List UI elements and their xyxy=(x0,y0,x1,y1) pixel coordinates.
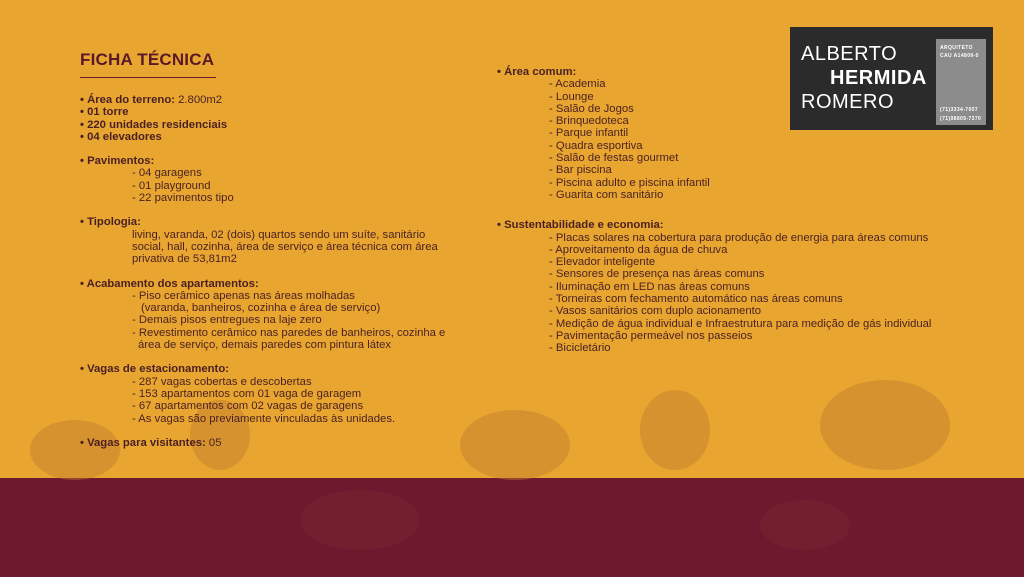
bottom-band xyxy=(0,478,1024,577)
list-item: - Demais pisos entregues na laje zero xyxy=(132,314,322,327)
list-item: - 153 apartamentos com 01 vaga de garagem xyxy=(132,387,362,400)
list-item: - 287 vagas cobertas e descobertas xyxy=(132,375,312,388)
visitantes-label: • Vagas para visitantes: xyxy=(80,436,206,449)
list-item: - 67 apartamentos com 02 vagas de garagens xyxy=(132,400,364,413)
paint-splash xyxy=(820,380,950,470)
list-item: - Academia xyxy=(549,78,606,91)
list-item: - Quadra esportiva xyxy=(549,139,643,152)
tipologia-text: privativa de 53,81m2 xyxy=(132,253,237,266)
list-item: - Parque infantil xyxy=(549,127,629,140)
list-item: - Brinquedoteca xyxy=(549,115,629,128)
tipologia-text: social, hall, cozinha, área de serviço e área técnica com área xyxy=(132,240,438,253)
list-item: - Bicicletário xyxy=(549,342,611,355)
logo-phone-1: (71)3334-7007 xyxy=(940,107,979,113)
list-item: - Iluminação em LED nas áreas comuns xyxy=(549,280,750,293)
list-item: - Sensores de presença nas áreas comuns xyxy=(549,268,765,281)
paint-splash xyxy=(760,500,850,550)
left-column xyxy=(80,94,445,449)
list-item: área de serviço, demais paredes com pintura látex xyxy=(138,339,392,352)
logo-line-1: ALBERTO xyxy=(801,43,898,65)
unidades-item: • 220 unidades residenciais xyxy=(80,118,228,131)
paint-splash xyxy=(460,410,570,480)
paint-splash xyxy=(640,390,710,470)
list-item: - As vagas são previamente vinculadas às unidades. xyxy=(132,412,396,425)
logo-line-3: ROMERO xyxy=(801,91,894,113)
terreno-value: 2.800m2 xyxy=(174,94,223,106)
page-title: FICHA TÉCNICA xyxy=(80,50,215,69)
list-item: - Salão de Jogos xyxy=(549,102,634,115)
list-item: - Lounge xyxy=(549,90,594,103)
title-divider xyxy=(80,77,216,78)
acabamento-label: • Acabamento dos apartamentos: xyxy=(80,277,259,290)
paint-splash xyxy=(300,490,420,550)
logo-phone-2: (71)98805-7370 xyxy=(940,116,982,122)
list-item: (varanda, banheiros, cozinha e área de serviço) xyxy=(141,302,381,315)
sustentabilidade-label: • Sustentabilidade e economia: xyxy=(497,219,664,232)
list-item: - 01 playground xyxy=(132,179,211,192)
list-item: - Revestimento cerâmico nas paredes de banheiros, cozinha e xyxy=(132,326,446,339)
tipologia-label: • Tipologia: xyxy=(80,216,141,229)
vagas-label: • Vagas de estacionamento: xyxy=(80,363,229,376)
list-item: - 22 pavimentos tipo xyxy=(132,192,234,205)
pavimentos-label: • Pavimentos: xyxy=(80,155,155,168)
list-item: - Medição de água individual e Infraestrutura para medição de gás individual xyxy=(549,317,932,330)
logo-line-2: HERMIDA xyxy=(830,67,927,89)
list-item: - Torneiras com fechamento automático nas áreas comuns xyxy=(549,293,843,306)
torre-item: • 01 torre xyxy=(80,106,129,119)
terreno-label: • Área do terreno: xyxy=(80,94,175,106)
list-item: - Vasos sanitários com duplo acionamento xyxy=(549,305,762,318)
list-item: - Aproveitamento da água de chuva xyxy=(549,243,728,256)
list-item: - Placas solares na cobertura para produção de energia para áreas comuns xyxy=(549,231,929,244)
logo-cau: CAU A14809-0 xyxy=(940,53,979,59)
list-item: - 04 garagens xyxy=(132,167,202,180)
list-item: - Salão de festas gourmet xyxy=(549,152,679,165)
list-item: - Guarita com sanitário xyxy=(549,188,664,201)
elevadores-item: • 04 elevadores xyxy=(80,130,162,143)
list-item: - Piso cerâmico apenas nas áreas molhadas xyxy=(132,289,355,302)
list-item: - Pavimentação permeável nos passeios xyxy=(549,329,753,342)
list-item: - Elevador inteligente xyxy=(549,256,656,269)
logo-role: ARQUITETO xyxy=(940,45,973,51)
logo-info-panel xyxy=(936,39,986,125)
list-item: - Piscina adulto e piscina infantil xyxy=(549,176,710,189)
area-comum-label: • Área comum: xyxy=(497,66,577,78)
list-item: - Bar piscina xyxy=(549,164,612,177)
tipologia-text: living, varanda, 02 (dois) quartos sendo um suíte, sanitário xyxy=(132,228,426,241)
visitantes-value: 05 xyxy=(205,436,222,449)
architect-logo xyxy=(790,27,993,130)
